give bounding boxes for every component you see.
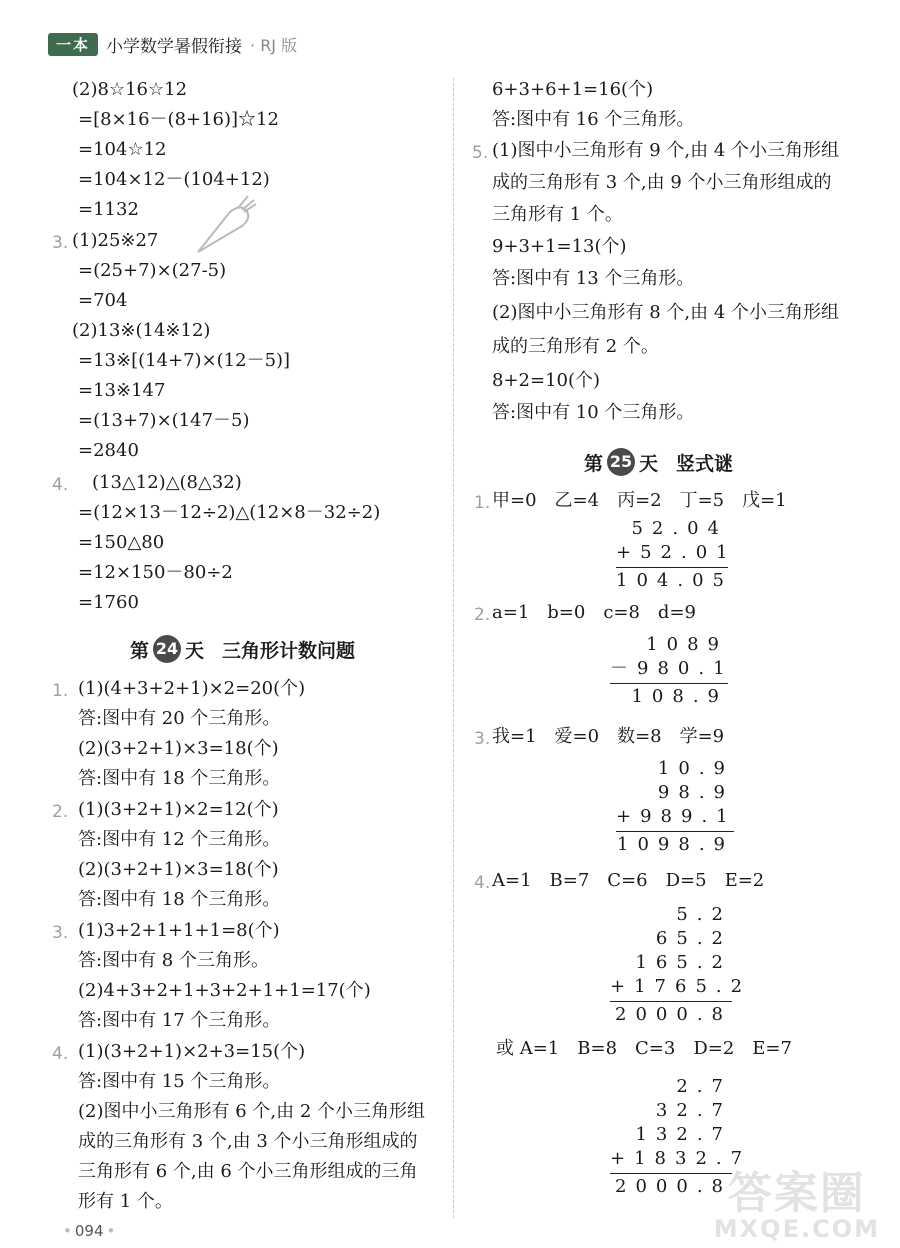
- answer-line: 三角形有 6 个,由 6 个小三角形组成的三角: [78, 1161, 418, 1182]
- calc-row: 5.2: [676, 904, 732, 925]
- answer-line: 答:图中有 10 个三角形。: [492, 402, 695, 423]
- answer-line: 答:图中有 17 个三角形。: [78, 1010, 281, 1031]
- answer-line: 6+3+6+1=16(个): [492, 79, 654, 100]
- calc-result: 2000.8: [615, 1176, 732, 1197]
- answer-line: =[8×16－(8+16)]☆12: [78, 109, 279, 130]
- calc-result: 108.9: [631, 686, 728, 707]
- vertical-calculation: [610, 903, 752, 1027]
- section-topic: 三角形计数问题: [222, 639, 356, 662]
- carrot-icon: [190, 190, 260, 260]
- answer-line: 答:图中有 13 个三角形。: [492, 268, 695, 289]
- section-prefix: 第: [584, 452, 604, 475]
- answer-line: =1760: [78, 592, 139, 613]
- answer-line: (1)25※27: [72, 230, 159, 251]
- question-number: 3.: [474, 729, 491, 749]
- question-number: 4.: [52, 475, 69, 495]
- answer-line: (1)(3+2+1)×2+3=15(个): [78, 1041, 306, 1062]
- watermark-url: MXQE.COM: [713, 1214, 880, 1243]
- calc-row: 32.7: [655, 1100, 732, 1121]
- page-number: • 094 •: [60, 1222, 118, 1240]
- answer-line: =13※147: [78, 380, 166, 401]
- answer-line: 或 A=1 B=8 C=3 D=2 E=7: [496, 1038, 792, 1059]
- calc-row: +52.01: [616, 542, 737, 563]
- calc-line: [610, 1001, 732, 1002]
- answer-line: 成的三角形有 2 个。: [492, 336, 659, 357]
- book-version: · RJ 版: [250, 35, 298, 55]
- answer-line: 答:图中有 18 个三角形。: [78, 768, 281, 789]
- answer-line: =12×150－80÷2: [78, 562, 233, 583]
- vertical-calculation: [616, 757, 737, 857]
- calc-result: 1098.9: [617, 834, 734, 855]
- watermark-text: 答案圈: [727, 1167, 866, 1219]
- answer-line: (2)(3+2+1)×3=18(个): [78, 859, 279, 880]
- answer-line: (2)8☆16☆12: [72, 79, 188, 100]
- question-number: 4.: [474, 873, 491, 893]
- section-topic: 竖式谜: [676, 452, 734, 475]
- answer-line: 答:图中有 16 个三角形。: [492, 109, 695, 130]
- calc-line: [610, 683, 728, 684]
- answer-line: 我=1 爱=0 数=8 学=9: [492, 726, 725, 747]
- answer-line: (2)13※(14※12): [72, 320, 211, 341]
- answer-line: (1)3+2+1+1+1=8(个): [78, 920, 280, 941]
- column-divider: [453, 78, 454, 1218]
- calc-line: [616, 831, 734, 832]
- answer-line: 形有 1 个。: [78, 1191, 173, 1212]
- calc-row: +1832.7: [610, 1148, 752, 1169]
- answer-line: 答:图中有 8 个三角形。: [78, 950, 269, 971]
- calc-row: －980.1: [610, 658, 734, 679]
- answer-line: 答:图中有 18 个三角形。: [78, 889, 281, 910]
- watermark-logo: [713, 1167, 880, 1243]
- question-number: 1.: [52, 681, 69, 701]
- answer-line: 8+2=10(个): [492, 370, 601, 391]
- calc-result: 104.05: [616, 570, 733, 591]
- section-suffix: 天: [185, 639, 205, 662]
- calc-row: 165.2: [635, 952, 732, 973]
- calc-row: 1089: [646, 634, 728, 655]
- answer-line: 三角形有 1 个。: [492, 204, 623, 225]
- answer-line: (2)(3+2+1)×3=18(个): [78, 738, 279, 759]
- calc-row: 10.9: [657, 758, 734, 779]
- calc-row: 2.7: [676, 1076, 732, 1097]
- page-header: [48, 30, 297, 58]
- calc-row: 98.9: [657, 782, 734, 803]
- vertical-calculation: [610, 633, 734, 709]
- question-number: 1.: [474, 493, 491, 513]
- brand-logo: 一本: [48, 33, 98, 56]
- section-suffix: 天: [639, 452, 659, 475]
- answer-line: =2840: [78, 440, 139, 461]
- book-title: 小学数学暑假衔接: [106, 36, 243, 57]
- answer-line: 9+3+1=13(个): [492, 236, 627, 257]
- answer-line: =(12×13－12÷2)△(12×8－32÷2): [78, 502, 381, 523]
- question-number: 4.: [52, 1044, 69, 1064]
- answer-line: (1)(3+2+1)×2=12(个): [78, 799, 279, 820]
- answer-line: 答:图中有 15 个三角形。: [78, 1071, 281, 1092]
- question-number: 2.: [52, 802, 69, 822]
- answer-line: (13△12)△(8△32): [92, 472, 242, 493]
- answer-line: 成的三角形有 3 个,由 3 个小三角形组成的: [78, 1131, 418, 1152]
- question-number: 3.: [52, 923, 69, 943]
- answer-line: 成的三角形有 3 个,由 9 个小三角形组成的: [492, 172, 832, 193]
- answer-line: =(25+7)×(27-5): [78, 260, 227, 281]
- answer-line: 甲=0 乙=4 丙=2 丁=5 戊=1: [492, 490, 787, 511]
- answer-line: (2)4+3+2+1+3+2+1+1=17(个): [78, 980, 371, 1001]
- calc-row: 65.2: [655, 928, 732, 949]
- answer-line: =104×12－(104+12): [78, 169, 270, 190]
- calc-row: 52.04: [631, 518, 728, 539]
- calc-row: +989.1: [616, 806, 737, 827]
- section-title-day24: [130, 635, 355, 663]
- answer-line: =1132: [78, 199, 139, 220]
- answer-line: =(13+7)×(147－5): [78, 410, 250, 431]
- day-badge: 24: [153, 635, 181, 663]
- question-number: 5.: [472, 143, 489, 163]
- question-number: 2.: [474, 605, 491, 625]
- answer-line: 答:图中有 20 个三角形。: [78, 708, 281, 729]
- answer-line: =150△80: [78, 532, 165, 553]
- day-badge: 25: [607, 448, 635, 476]
- answer-line: A=1 B=7 C=6 D=5 E=2: [492, 870, 765, 891]
- answer-line: (1)图中小三角形有 9 个,由 4 个小三角形组: [492, 140, 840, 161]
- section-title-day25: [584, 448, 733, 476]
- question-number: 3.: [52, 233, 69, 253]
- answer-line: =13※[(14+7)×(12－5)]: [78, 350, 291, 371]
- calc-line: [616, 567, 728, 568]
- vertical-calculation: [616, 517, 737, 593]
- answer-line: (2)图中小三角形有 6 个,由 2 个小三角形组: [78, 1101, 426, 1122]
- calc-result: 2000.8: [615, 1004, 732, 1025]
- calc-row: 132.7: [635, 1124, 732, 1145]
- answer-line: (1)(4+3+2+1)×2=20(个): [78, 678, 306, 699]
- answer-line: a=1 b=0 c=8 d=9: [492, 602, 696, 623]
- answer-line: =704: [78, 290, 128, 311]
- answer-line: (2)图中小三角形有 8 个,由 4 个小三角形组: [492, 302, 840, 323]
- answer-line: 答:图中有 12 个三角形。: [78, 829, 281, 850]
- section-prefix: 第: [130, 639, 150, 662]
- calc-row: +1765.2: [610, 976, 752, 997]
- answer-line: =104☆12: [78, 139, 167, 160]
